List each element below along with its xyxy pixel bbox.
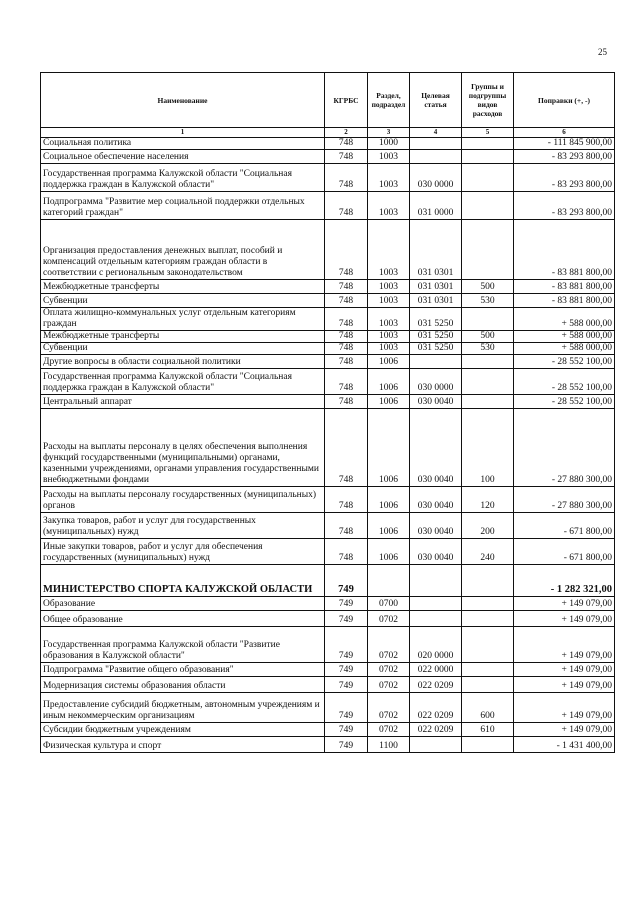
row-group: 530 [462, 294, 514, 308]
table-row [41, 164, 615, 192]
row-target: 022 0209 [410, 723, 462, 737]
row-name: Модернизация системы образования области [41, 677, 325, 693]
row-amount: + 588 000,00 [514, 343, 615, 355]
row-target: 030 0000 [410, 164, 462, 192]
row-section: 0702 [368, 693, 410, 723]
row-kgrbs: 748 [325, 331, 368, 343]
row-kgrbs: 748 [325, 395, 368, 409]
row-group: 530 [462, 343, 514, 355]
row-section: 0702 [368, 611, 410, 627]
row-group: 240 [462, 539, 514, 565]
row-section: 1003 [368, 220, 410, 280]
row-target: 031 5250 [410, 343, 462, 355]
row-name: Государственная программа Калужской области "Развитие образования в Калужской области" [41, 627, 325, 663]
row-amount: - 671 800,00 [514, 513, 615, 539]
table-row [41, 539, 615, 565]
row-target: 031 5250 [410, 308, 462, 331]
row-kgrbs: 749 [325, 663, 368, 677]
column-number: 5 [462, 128, 514, 138]
row-amount: - 111 845 900,00 [514, 138, 615, 150]
table-row [41, 611, 615, 627]
row-target: 030 0040 [410, 487, 462, 513]
row-amount: + 149 079,00 [514, 597, 615, 611]
column-number: 3 [368, 128, 410, 138]
header-target: Целевая статья [410, 73, 462, 128]
column-number: 2 [325, 128, 368, 138]
row-group: 500 [462, 331, 514, 343]
row-target [410, 611, 462, 627]
row-target: 031 0301 [410, 280, 462, 294]
row-kgrbs: 748 [325, 280, 368, 294]
row-section: 0702 [368, 677, 410, 693]
row-amount: - 27 880 300,00 [514, 409, 615, 487]
row-section: 1003 [368, 343, 410, 355]
row-amount: + 588 000,00 [514, 331, 615, 343]
row-group: 610 [462, 723, 514, 737]
row-target: 031 0301 [410, 220, 462, 280]
row-name: Иные закупки товаров, работ и услуг для обеспечения государственных (муниципальных) нужд [41, 539, 325, 565]
row-target: 022 0209 [410, 693, 462, 723]
row-name: Организация предоставления денежных выплат, пособий и компенсаций отдельным категориям граждан области в соответствии с региональным законодательством [41, 220, 325, 280]
row-target: 022 0209 [410, 677, 462, 693]
row-name: Межбюджетные трансферты [41, 280, 325, 294]
row-section: 1003 [368, 294, 410, 308]
row-amount: - 83 293 800,00 [514, 164, 615, 192]
row-section: 1100 [368, 737, 410, 753]
row-group [462, 138, 514, 150]
row-amount: - 671 800,00 [514, 539, 615, 565]
row-group [462, 355, 514, 369]
row-name: Физическая культура и спорт [41, 737, 325, 753]
row-target [410, 565, 462, 597]
row-amount: - 27 880 300,00 [514, 487, 615, 513]
table-row [41, 331, 615, 343]
row-name: Подпрограмма "Развитие общего образования" [41, 663, 325, 677]
column-number: 4 [410, 128, 462, 138]
row-name: Государственная программа Калужской области "Социальная поддержка граждан в Калужской области" [41, 369, 325, 395]
row-amount: + 149 079,00 [514, 611, 615, 627]
row-target: 030 0040 [410, 513, 462, 539]
table-row [41, 308, 615, 331]
row-target: 031 0301 [410, 294, 462, 308]
row-amount: - 28 552 100,00 [514, 355, 615, 369]
row-name: Субвенции [41, 294, 325, 308]
row-section: 1006 [368, 355, 410, 369]
row-amount: - 83 881 800,00 [514, 220, 615, 280]
table-row [41, 280, 615, 294]
header-group: Группы и подгруппы видов расходов [462, 73, 514, 128]
row-section: 1003 [368, 164, 410, 192]
row-group [462, 627, 514, 663]
row-kgrbs: 748 [325, 369, 368, 395]
table-row [41, 597, 615, 611]
row-target: 022 0000 [410, 663, 462, 677]
row-kgrbs: 749 [325, 723, 368, 737]
row-target [410, 355, 462, 369]
row-group [462, 369, 514, 395]
row-group [462, 611, 514, 627]
header-name: Наименование [41, 73, 325, 128]
row-section: 0702 [368, 627, 410, 663]
row-name: Общее образование [41, 611, 325, 627]
table-row [41, 487, 615, 513]
row-kgrbs: 748 [325, 220, 368, 280]
row-kgrbs: 749 [325, 677, 368, 693]
row-section: 0702 [368, 663, 410, 677]
row-section: 1003 [368, 192, 410, 220]
row-kgrbs: 749 [325, 597, 368, 611]
row-name: Расходы на выплаты персоналу государственных (муниципальных) органов [41, 487, 325, 513]
row-kgrbs: 749 [325, 737, 368, 753]
row-amount: - 83 881 800,00 [514, 294, 615, 308]
row-amount: + 588 000,00 [514, 308, 615, 331]
budget-table [40, 72, 615, 753]
row-group [462, 395, 514, 409]
table-row [41, 677, 615, 693]
row-amount: + 149 079,00 [514, 627, 615, 663]
row-group: 120 [462, 487, 514, 513]
row-section [368, 565, 410, 597]
table-row [41, 220, 615, 280]
row-group [462, 737, 514, 753]
row-section: 1006 [368, 409, 410, 487]
table-row [41, 737, 615, 753]
row-section: 1006 [368, 513, 410, 539]
row-section: 1006 [368, 539, 410, 565]
row-kgrbs: 748 [325, 192, 368, 220]
row-name: Межбюджетные трансферты [41, 331, 325, 343]
table-row [41, 663, 615, 677]
row-target: 031 0000 [410, 192, 462, 220]
row-name: Образование [41, 597, 325, 611]
row-section: 1003 [368, 331, 410, 343]
row-kgrbs: 748 [325, 539, 368, 565]
row-amount: - 1 431 400,00 [514, 737, 615, 753]
row-kgrbs: 748 [325, 343, 368, 355]
row-target [410, 138, 462, 150]
row-amount: - 28 552 100,00 [514, 369, 615, 395]
row-name: Другие вопросы в области социальной политики [41, 355, 325, 369]
row-amount: + 149 079,00 [514, 693, 615, 723]
header-section: Раздел, подраздел [368, 73, 410, 128]
row-target: 030 0040 [410, 395, 462, 409]
row-section: 1006 [368, 487, 410, 513]
row-target [410, 737, 462, 753]
row-name: Социальное обеспечение населения [41, 150, 325, 164]
row-section: 1006 [368, 369, 410, 395]
table-row [41, 513, 615, 539]
row-kgrbs: 748 [325, 513, 368, 539]
row-target: 030 0000 [410, 369, 462, 395]
row-name: Государственная программа Калужской области "Социальная поддержка граждан в Калужской области" [41, 164, 325, 192]
row-group [462, 663, 514, 677]
row-group [462, 677, 514, 693]
column-number: 1 [41, 128, 325, 138]
row-name: Подпрограмма "Развитие мер социальной поддержки отдельных категорий граждан" [41, 192, 325, 220]
header-row [41, 73, 615, 128]
table-row [41, 723, 615, 737]
table-row [41, 693, 615, 723]
row-target: 030 0040 [410, 409, 462, 487]
table-row [41, 369, 615, 395]
row-section: 1003 [368, 308, 410, 331]
row-name: Закупка товаров, работ и услуг для государственных (муниципальных) нужд [41, 513, 325, 539]
row-target: 030 0040 [410, 539, 462, 565]
row-section: 0702 [368, 723, 410, 737]
row-group: 100 [462, 409, 514, 487]
table-row [41, 409, 615, 487]
row-group [462, 150, 514, 164]
column-number-row [41, 128, 615, 138]
row-amount: + 149 079,00 [514, 723, 615, 737]
row-kgrbs: 748 [325, 294, 368, 308]
row-kgrbs: 749 [325, 611, 368, 627]
header-kgrbs: КГРБС [325, 73, 368, 128]
table-row [41, 627, 615, 663]
row-group [462, 220, 514, 280]
row-kgrbs: 748 [325, 487, 368, 513]
column-number: 6 [514, 128, 615, 138]
row-name: МИНИСТЕРСТВО СПОРТА КАЛУЖСКОЙ ОБЛАСТИ [41, 565, 325, 597]
table-row [41, 355, 615, 369]
row-amount: - 1 282 321,00 [514, 565, 615, 597]
row-kgrbs: 748 [325, 150, 368, 164]
row-section: 1006 [368, 395, 410, 409]
table-row [41, 138, 615, 150]
row-target: 020 0000 [410, 627, 462, 663]
row-group: 600 [462, 693, 514, 723]
header-amount: Поправки (+, -) [514, 73, 615, 128]
row-section: 1003 [368, 280, 410, 294]
table-row [41, 150, 615, 164]
table-row [41, 343, 615, 355]
row-target [410, 597, 462, 611]
row-group: 500 [462, 280, 514, 294]
table-row [41, 294, 615, 308]
row-kgrbs: 748 [325, 164, 368, 192]
row-group [462, 308, 514, 331]
table-row [41, 395, 615, 409]
row-section: 1003 [368, 150, 410, 164]
row-kgrbs: 749 [325, 627, 368, 663]
row-amount: + 149 079,00 [514, 663, 615, 677]
row-kgrbs: 748 [325, 138, 368, 150]
row-group [462, 597, 514, 611]
table-row [41, 192, 615, 220]
row-amount: - 83 881 800,00 [514, 280, 615, 294]
row-kgrbs: 748 [325, 308, 368, 331]
row-name: Субвенции [41, 343, 325, 355]
row-amount: - 83 293 800,00 [514, 192, 615, 220]
row-amount: - 28 552 100,00 [514, 395, 615, 409]
row-kgrbs: 749 [325, 565, 368, 597]
row-kgrbs: 748 [325, 355, 368, 369]
row-group [462, 192, 514, 220]
table-row [41, 565, 615, 597]
row-group [462, 565, 514, 597]
row-name: Оплата жилищно-коммунальных услуг отдельным категориям граждан [41, 308, 325, 331]
row-name: Расходы на выплаты персоналу в целях обеспечения выполнения функций государственными (муниципальными) органами, казенными учреждениями, органами управления государственными внебюджетными фондами [41, 409, 325, 487]
row-kgrbs: 749 [325, 693, 368, 723]
row-group: 200 [462, 513, 514, 539]
row-name: Социальная политика [41, 138, 325, 150]
row-name: Субсидии бюджетным учреждениям [41, 723, 325, 737]
row-section: 1000 [368, 138, 410, 150]
row-group [462, 164, 514, 192]
row-name: Центральный аппарат [41, 395, 325, 409]
row-target [410, 150, 462, 164]
page-number: 25 [598, 47, 607, 57]
row-section: 0700 [368, 597, 410, 611]
row-amount: - 83 293 800,00 [514, 150, 615, 164]
row-kgrbs: 748 [325, 409, 368, 487]
row-target: 031 5250 [410, 331, 462, 343]
row-amount: + 149 079,00 [514, 677, 615, 693]
row-name: Предоставление субсидий бюджетным, автономным учреждениям и иным некоммерческим организациям [41, 693, 325, 723]
